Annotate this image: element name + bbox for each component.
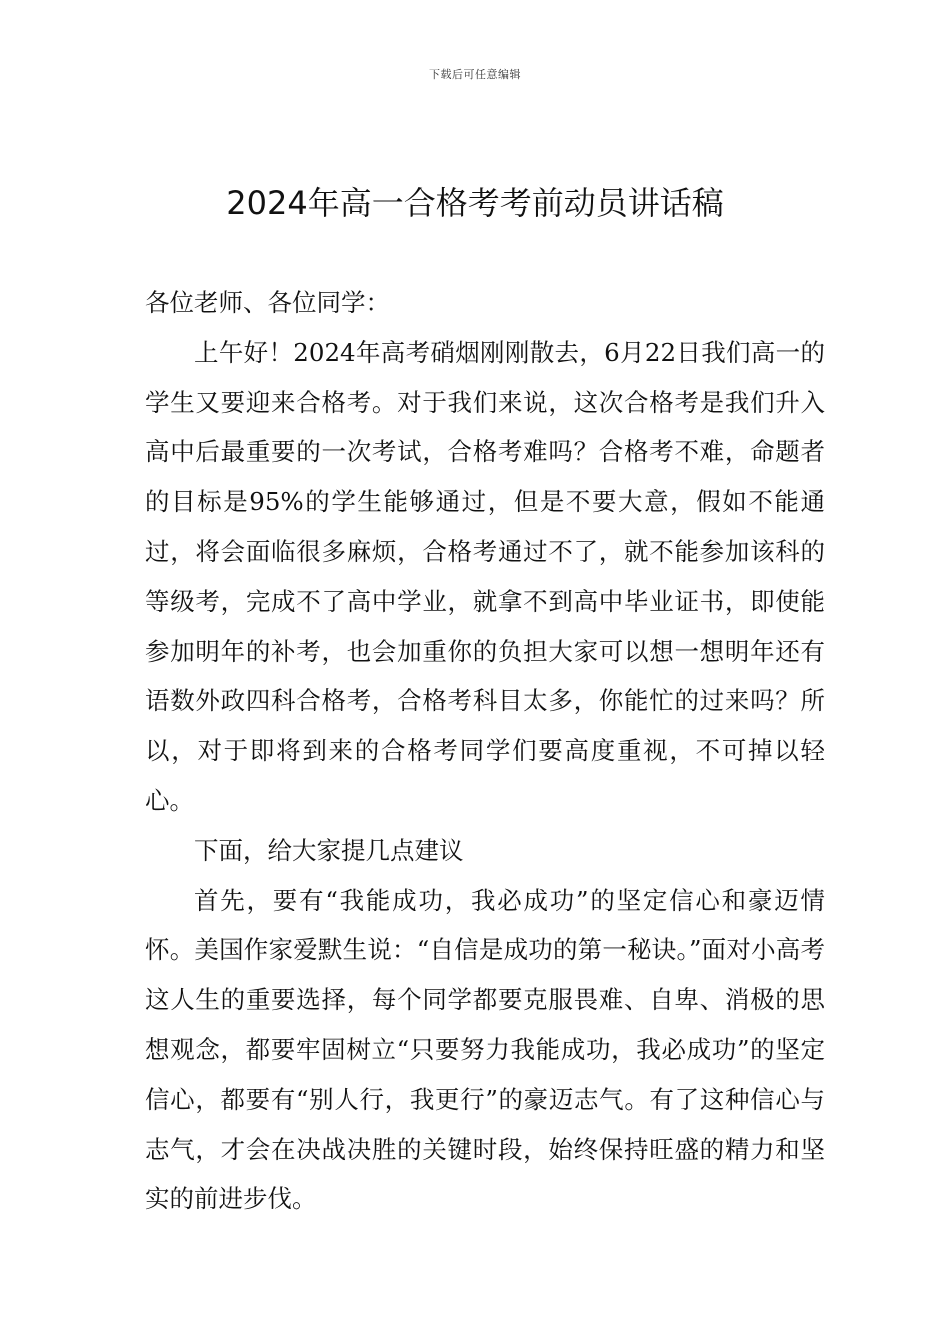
document-body [145,278,825,1224]
paragraph-suggestions-heading: 下面，给大家提几点建议 [194,835,464,865]
salutation: 各位老师、各位同学： [145,288,390,317]
header-note: 下载后可任意编辑 [429,68,521,81]
paragraph-intro: 上午好！2024年高考硝烟刚刚散去，6月22日我们高一的学生又要迎来合格考。对于我们来说，这次合格考是我们升入高中后最重要的一次考试，合格考难吗？合格考不难，命题者的目标是95%的学生能够通过，但是不要大意，假如不能通过，将会面临很多麻烦，合格考通过不了，就不能参加该科的等级考，完成不了高中学业，就拿不到高中毕业证书，即使能参加明年的补考，也会加重你的负担大家可以想一想明年还有语数外政四科合格考，合格考科目太多，你能忙的过来吗？所以，对于即将到来的合格考同学们要高度重视，不可掉以轻心。 [145,337,825,815]
document-title: 2024年高一合格考考前动员讲话稿 [226,184,724,222]
paragraph-first-point: 首先，要有“我能成功，我必成功”的坚定信心和豪迈情怀。美国作家爱默生说：“自信是成功的第一秘诀。”面对小高考这人生的重要选择，每个同学都要克服畏难、自卑、消极的思想观念，都要牢固树立“只要努力我能成功，我必成功”的坚定信心，都要有“别人行，我更行”的豪迈志气。有了这种信心与志气，才会在决战决胜的关键时段，始终保持旺盛的精力和坚实的前进步伐。 [145,885,825,1214]
